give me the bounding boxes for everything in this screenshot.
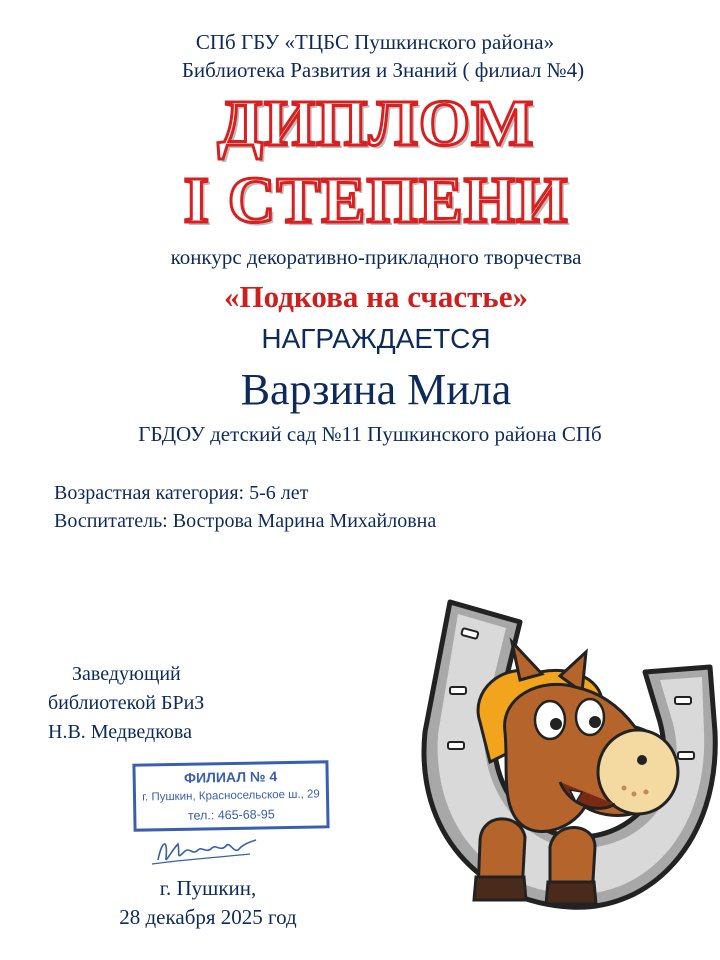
signatory-title: Заведующий	[72, 663, 181, 685]
recipient-name: Варзина Мила	[240, 365, 512, 414]
signatory-name: Н.В. Медведкова	[48, 721, 192, 743]
library-stamp	[132, 760, 329, 831]
footer-city: г. Пушкин,	[159, 876, 257, 900]
organization-line-2: Библиотека Развития и Знаний ( филиал №4)	[181, 58, 585, 82]
footer-date: 28 декабря 2025 год	[119, 905, 297, 929]
age-category: Возрастная категория: 5-6 лет	[54, 482, 309, 504]
contest-name: «Подкова на счастье»	[224, 279, 528, 314]
stamp-line-3: тел.: 465-68-95	[187, 807, 275, 823]
signature-image	[150, 830, 260, 870]
stamp-line-1: ФИЛИАЛ № 4	[183, 768, 278, 786]
signatory-title-2: библиотекой БРиЗ	[48, 692, 205, 714]
stamp-line-2: г. Пушкин, Красносельское ш., 29	[142, 788, 320, 804]
recipient-institution: ГБДОУ детский сад №11 Пушкинского района СПб	[138, 422, 602, 446]
teacher-name: Воспитатель: Вострова Марина Михайловна	[54, 510, 437, 532]
organization-line-1: СПб ГБУ «ТЦБС Пушкинского района»	[195, 30, 555, 54]
horseshoe-horse-illustration	[410, 592, 720, 922]
contest-description: конкурс декоративно-прикладного творчества	[170, 245, 582, 269]
diploma-degree: I СТЕПЕНИ	[183, 164, 569, 237]
awarded-label: НАГРАЖДАЕТСЯ	[261, 323, 491, 354]
diploma-title: ДИПЛОМ	[217, 87, 535, 160]
